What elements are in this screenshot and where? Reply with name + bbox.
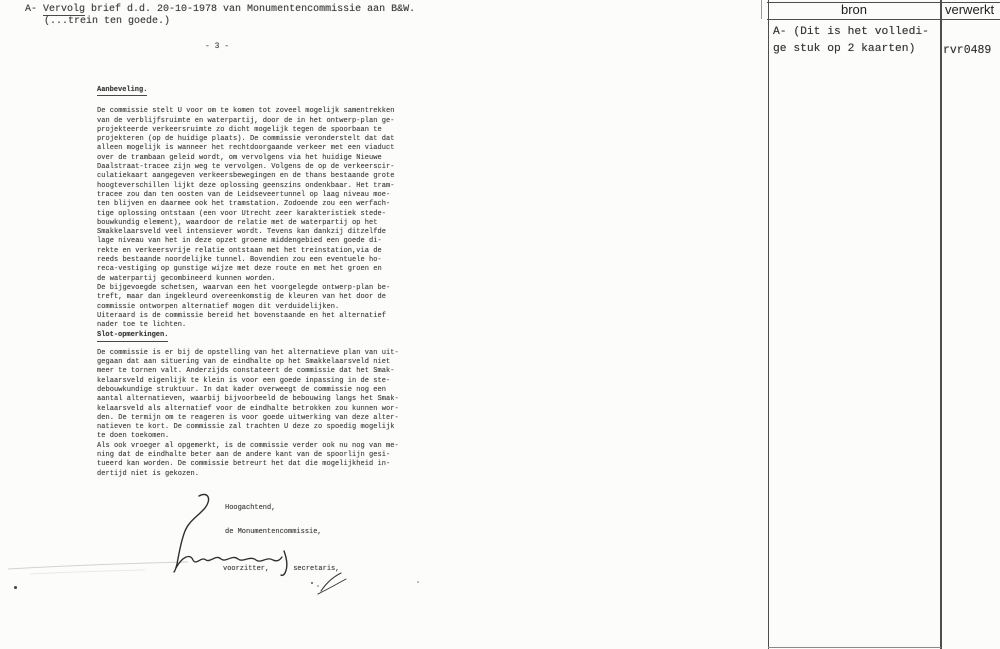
letter-text-line: gegaan dat aan situering van de eindhalte op het Smakkelaarsveld niet [97,358,391,367]
letter-text-line: De commissie stelt U voor om te komen tot zoveel mogelijk samentrekken [97,107,395,116]
column-header-bron: bron [840,2,868,17]
scan-speck [14,586,17,589]
letter-text-line: Uiteraard is de commissie bereid het bovenstaande en het alternatief [97,311,387,320]
letter-text-line: meer te tornen valt. Anderzijds constateert de commissie dat het Smak- [97,367,395,376]
table-column-divider [940,0,942,649]
closing-organization: de Monumentencommissie, [225,528,322,536]
letter-text-line: De bijgevoegde schetsen, waarvan een het voorgelegde ontwerp-plan be- [97,283,391,292]
role-voorzitter: voorzitter, [223,565,270,573]
letter-text-line: hoogteverschillen lijkt deze oplossing geenszins ondenkbaar. Het tram- [97,181,395,190]
letter-text-line: ning dat de eindhalte beter aan de andere kant van de spoorlijn gesi- [97,450,391,459]
letter-text-line: natieven te kort. De commissie zal trachten U deze zo spoedig mogelijk [97,423,395,432]
table-left-border [768,0,770,649]
letter-text-line: Als ook vroeger al opgemerkt, is de commissie verder ook nu nog van me- [97,441,399,450]
table-cell-verwerkt: rvr0489 [943,44,992,57]
letter-text-line: ten blijven en daarmee ook het tramstation. Zodoende zou een werfach- [97,200,391,209]
letter-text-line: den. De termijn om te reageren is voor goede uitwerking van deze alter- [97,413,399,422]
letter-text-line: aantal alternatieven, waarbij bijvoorbeeld de bebouwing langs het Smak- [97,395,399,404]
letter-header-prefix: A- [25,4,44,15]
section-heading-aanbeveling: Aanbeveling. [97,86,409,96]
section-aanbeveling-text [97,107,409,330]
table-cell-bron: A- (Dit is het volledi- ge stuk op 2 kaarten) [773,26,929,55]
letter-header-rest: brief d.d. 20-10-1978 van Monumentencommissie aan B&W. [85,4,416,15]
letter-text-line: culatiekaart aangegeven verkeersbewegingen en de thans bestaande grote [97,172,395,181]
table-bottom-border [768,647,941,648]
letter-text-line: de waterpartij gecombineerd kunnen worden. [97,274,276,283]
letter-text-line: bouwkundig element), waardoor de relatie met de waterpartij op het [97,218,378,227]
letter-text-line: dertijd niet is gekozen. [97,469,200,478]
letter-text-line: lage niveau van het in deze opzet groene middengebied een goede di- [97,237,382,246]
page-number: - 3 - [205,42,230,51]
letter-text-line: nader toe te lichten. [97,321,187,330]
letter-text-line: tueerd kan worden. De commissie betreurt het dat die mogelijkheid in- [97,460,391,469]
letter-header-underlined-word: Vervolg [43,4,86,15]
role-secretaris: secretaris, [293,565,340,573]
letter-text-line: te doen toekomen. [97,432,170,441]
letter-text-line: kelaarsveld eigenlijk te klein is voor een goede inpassing in de ste- [97,376,391,385]
section-slotopmerkingen-text [97,349,409,479]
letter-text-line: debouwkundige struktuur. In dat kader overweegt de commissie nog een [97,385,387,394]
section-heading-slotopmerkingen: Slot-opmerkingen. [97,331,409,341]
letter-text-line: treft, maar dan ingekleurd overeenkomstig de kleuren van het door de [97,293,387,302]
letter-text-line: projekteerde verkeersruimte zo dicht mogelijk tegen de spoorbaan te [97,125,382,134]
closing-roles [223,565,339,574]
column-header-verwerkt: verwerkt [945,2,995,17]
letter-text-line: projekteren (op de huidige plaats). De commissie veronderstelt dat dat [97,135,395,144]
letter-text-line: van de verblijfsruimte en waterpartij, door de in het ontwerp-plan ge- [97,116,395,125]
letter-text-line: De commissie is er bij de opstelling van het alternatieve plan van uit- [97,348,399,357]
letter-header [25,4,415,16]
table-header-separator [767,19,1000,20]
letter-text-line: tige oplossing ontstaan (een voor Utrecht zeer karakteristiek stede- [97,209,387,218]
letter-text-line: reeds bestaande noordelijke tunnel. Bovendien zou een eventuele ho- [97,256,382,265]
scan-speck [417,581,419,583]
letter-body [97,86,409,479]
closing-salutation: Hoogachtend, [225,504,276,512]
letter-text-line: commissie ontworpen alternatief mogen dit verduidelijken. [97,302,340,311]
letter-text-line: reca-vestiging op gunstige wijze met deze route en met het groen en [97,265,382,274]
letter-text-line: alleen mogelijk is wanneer het rechtdoorgaande verkeer met een viaduct [97,144,395,153]
letter-text-line: tracee zou dan ten oosten van de Leidseveertunnel op laag niveau moe- [97,190,391,199]
letter-text-line: Smakkelaarsveld veel intensiever wordt. Tevens kan dankzij ditzelfde [97,228,387,237]
letter-text-line: over de trambaan geleid wordt, om vervolgens via het huidige Nieuwe [97,153,382,162]
table-left-border-ghost [761,0,762,19]
letter-subtitle: (...trein ten goede.) [44,16,171,27]
letter-text-line: rekte en verkeersvrije relatie ontstaan met het treinstation,via de [97,246,382,255]
letter-text-line: kelaarsveld als alternatief voor de eindhalte betrokken zou kunnen wor- [97,404,399,413]
letter-text-line: Daalstraat-tracee zijn weg te vervolgen. Volgens de op de verkeerscir- [97,163,395,172]
